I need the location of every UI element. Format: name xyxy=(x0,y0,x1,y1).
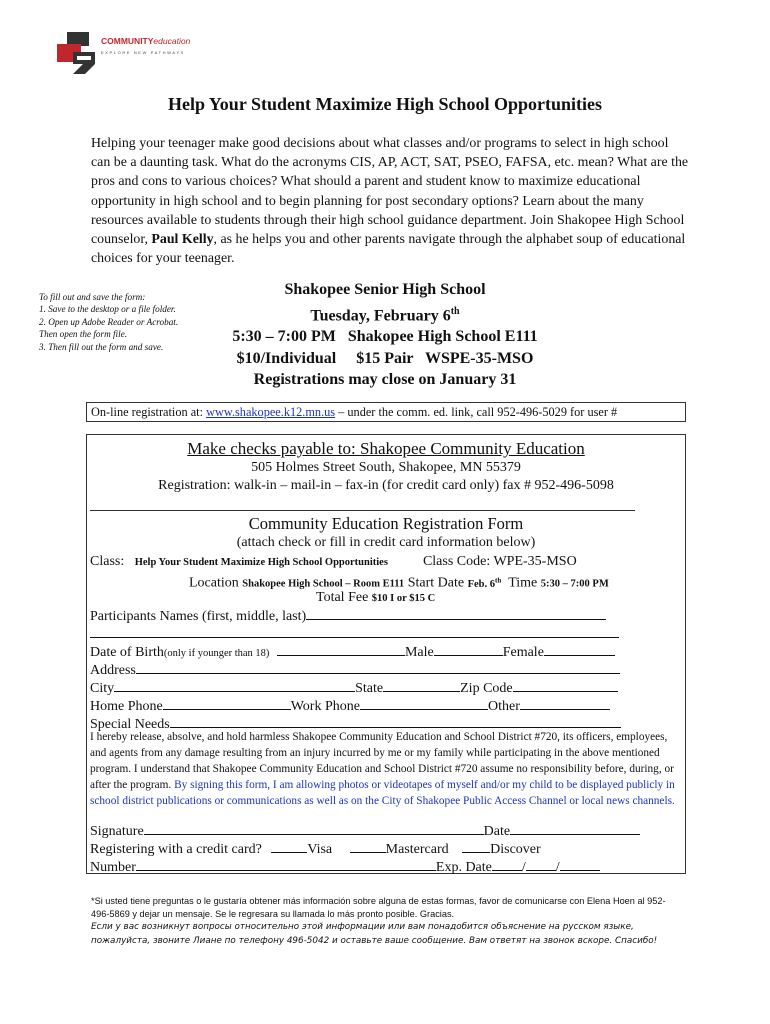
release-statement: I hereby release, absolve, and hold harmless Shakopee Community Education and School District #720, its officers, employees, and agents from any damage resulting from an injury incurred by me or my family while participating in the above mentioned program. I understand that Shakopee Community Education and School District #720 assume no responsibility before, during, or after the program. By signing this form, I am allowing photos or videotapes of myself and/or my child to be displayed publicly in school district publications or communications as well as on the City of Shakopee Public Access Channel or local news channels. xyxy=(90,731,675,807)
participants-row: Participants Names (first, middle, last) xyxy=(90,606,606,626)
counselor-name: Paul Kelly xyxy=(151,232,214,248)
participants-row-2 xyxy=(90,624,619,644)
checks-payable-heading: Make checks payable to: Shakopee Community Education xyxy=(187,439,585,458)
signature-field[interactable] xyxy=(144,821,484,835)
credit-card-row: Registering with a credit card? Visa Mastercard Discover xyxy=(90,839,541,859)
event-date: Tuesday, February 6th xyxy=(310,305,460,324)
event-pricing: $10/Individual $15 Pair WSPE-35-MSO xyxy=(236,349,534,367)
event-time-location: 5:30 – 7:00 PM Shakopee High School E111 xyxy=(232,328,538,346)
attach-note: (attach check or fill in credit card information below) xyxy=(236,535,536,550)
signature-date-field[interactable] xyxy=(510,821,640,835)
exp-month-field[interactable] xyxy=(492,857,522,871)
logo-mark-icon xyxy=(55,30,99,78)
signature-row: Signature Date xyxy=(90,821,640,841)
dob-row: Date of Birth(only if younger than 18) Male Female xyxy=(90,642,615,663)
spanish-note: *Si usted tiene preguntas o le gustaría obtener más información sobre alguna de estas formas, favor de comunicarse con Elena Hoen al 952-496-5869 y dejar un mensaje. Se le regresara su llamada lo más pronto posible. Gracias. xyxy=(91,896,666,920)
online-registration-box: On-line registration at: www.shakopee.k12.mn.us – under the comm. ed. link, call 952-496-5029 for user # xyxy=(86,402,686,422)
mastercard-field[interactable] xyxy=(350,839,386,853)
participants-field-2[interactable] xyxy=(90,624,619,638)
address-row: Address xyxy=(90,660,620,680)
community-education-logo xyxy=(55,30,205,82)
dob-field[interactable] xyxy=(277,642,405,656)
zip-field[interactable] xyxy=(513,678,618,692)
logo-brand: COMMUNITYeducation xyxy=(101,36,191,46)
exp-day-field[interactable] xyxy=(526,857,556,871)
divider xyxy=(90,510,635,511)
other-phone-field[interactable] xyxy=(520,696,610,710)
exp-year-field[interactable] xyxy=(560,857,600,871)
city-field[interactable] xyxy=(114,678,355,692)
female-field[interactable] xyxy=(544,642,615,656)
class-name: Help Your Student Maximize High School Opportunities xyxy=(134,557,388,568)
visa-field[interactable] xyxy=(271,839,307,853)
instruction-step: 2. Open up Adobe Reader or Acrobat. Then open the form file. xyxy=(39,316,179,340)
event-details xyxy=(200,279,570,391)
card-number-field[interactable] xyxy=(136,857,436,871)
event-deadline: Registrations may close on January 31 xyxy=(253,371,517,389)
discover-field[interactable] xyxy=(462,839,490,853)
registration-link[interactable]: www.shakopee.k12.mn.us xyxy=(206,405,336,419)
photo-release: By signing this form, I am allowing photos or videotapes of myself and/or my child to be displayed publicly in school district publications or communications as well as on the City of Shakopee Public Access Channel or local news channels. xyxy=(90,779,675,807)
phone-row: Home Phone Work Phone Other xyxy=(90,696,610,716)
state-field[interactable] xyxy=(383,678,460,692)
event-school: Shakopee Senior High School xyxy=(284,281,486,298)
registration-methods: Registration: walk-in – mail-in – fax-in (for credit card only) fax # 952-496-5098 xyxy=(158,478,614,493)
total-fee-row: Total Fee $10 I or $15 C xyxy=(316,590,436,605)
address-field[interactable] xyxy=(136,660,620,674)
city-row: City State Zip Code xyxy=(90,678,618,698)
logo-tagline: EXPLORE NEW PATHWAYS xyxy=(101,50,185,55)
start-date: Feb. 6th xyxy=(467,576,502,590)
form-title: Community Education Registration Form xyxy=(248,514,524,533)
card-number-row: Number Exp. Date / / xyxy=(90,857,600,877)
work-phone-field[interactable] xyxy=(360,696,488,710)
intro-paragraph: Helping your teenager make good decisions about what classes and/or programs to select in high school can be a daunting task. What do the acronyms CIS, AP, ACT, SAT, PSEO, FAFSA, etc. mean? What are the pros and cons to various choices? What should a parent and student know to maximize educational opportunity in high school and to begin planning for post secondary options? Learn about the many resources available to students through their high school guidance department. Join Shakopee High School counselor, Paul Kelly, as he helps you and other parents navigate through the alphabet soup of educational choices for your teenager. xyxy=(91,136,689,267)
home-phone-field[interactable] xyxy=(163,696,291,710)
participants-field[interactable] xyxy=(306,606,606,620)
russian-note: Если у вас возникнут вопросы относительно этой информации или вам понадобится объяснение на русском языке, пожалуйста, звоните Лиане по телефону 496-5042 и оставьте ваше сообщение. Вам ответят на звонок вскоре. Спасибо! xyxy=(91,922,658,946)
special-needs-row: Special Needs xyxy=(90,714,621,734)
fill-instructions: To fill out and save the form: 1. Save to the desktop or a file folder. 2. Open up Adobe Reader or Acrobat. Then open the form file. 3. Then fill out the form and save. xyxy=(39,291,189,353)
footer-notes xyxy=(91,895,681,948)
special-needs-field[interactable] xyxy=(170,714,621,728)
office-address: 505 Holmes Street South, Shakopee, MN 55379 xyxy=(251,460,521,475)
class-code: Class Code: WPE-35-MSO xyxy=(422,554,577,569)
page-title: Help Your Student Maximize High School Opportunities xyxy=(167,94,603,114)
class-row: Class: Help Your Student Maximize High School Opportunities Class Code: WPE-35-MSO xyxy=(90,554,577,569)
location-row: Location Shakopee High School – Room E111 Start Date Feb. 6th Time 5:30 – 7:00 PM xyxy=(189,575,609,591)
instruction-step: 3. Then fill out the form and save. xyxy=(39,341,164,352)
instruction-step: 1. Save to the desktop or a file folder. xyxy=(39,304,176,315)
male-field[interactable] xyxy=(434,642,503,656)
